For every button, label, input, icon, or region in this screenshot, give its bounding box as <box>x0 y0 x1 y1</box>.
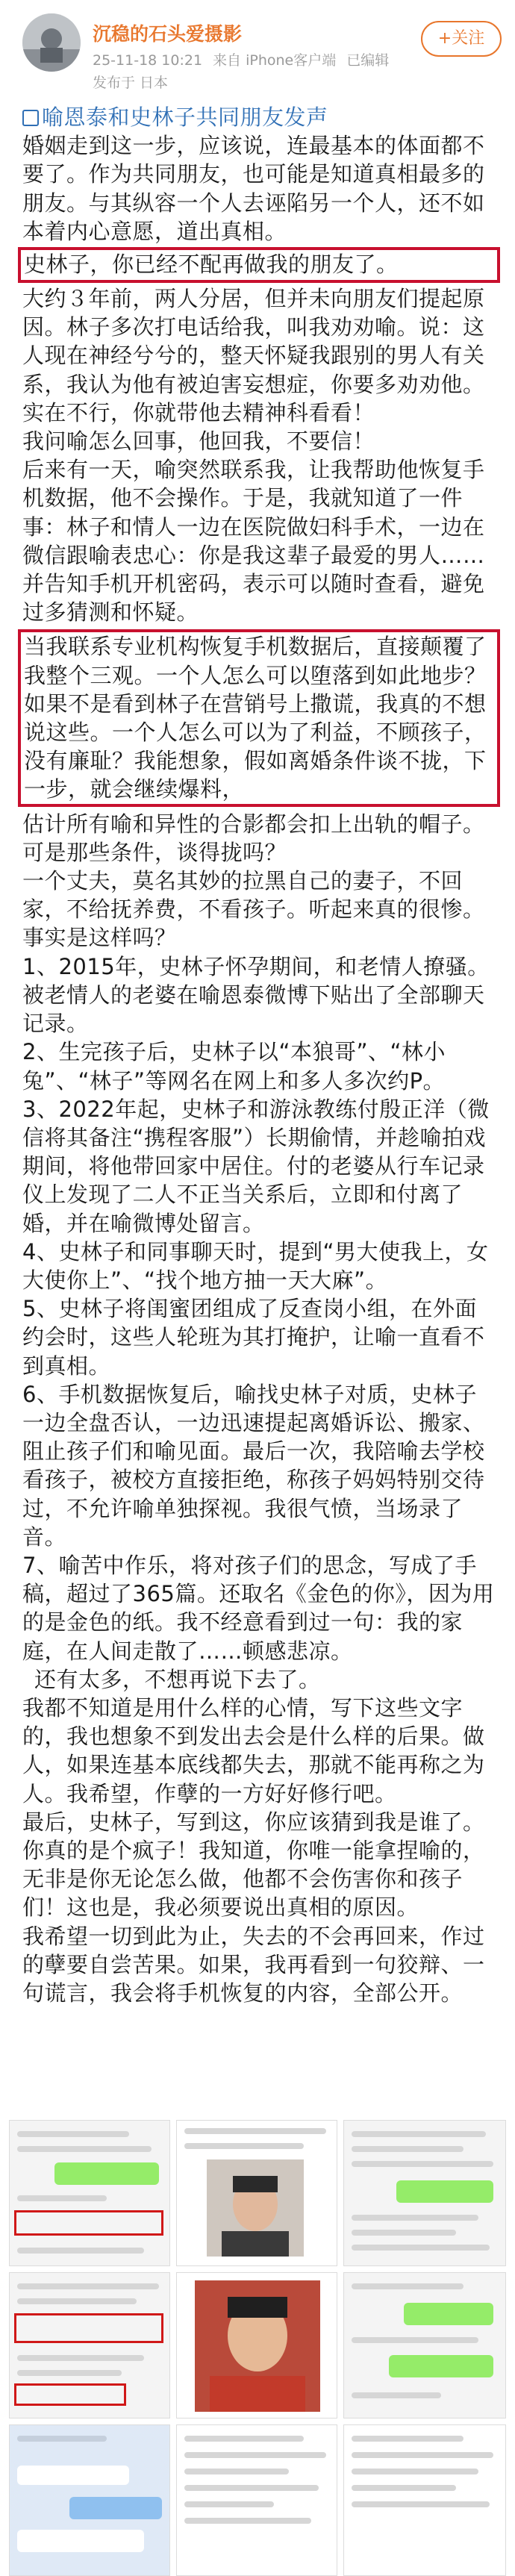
paragraph: 最后，史林子，写到这，你应该猜到我是谁了。你真的是个疯子！我知道，你唯一能拿捏喻的，无非是你无论怎么做，他都不会伤害你和孩子们！这也是，我必须要说出真相的原因。 <box>22 1809 485 1921</box>
chat-screenshot[interactable] <box>176 2120 337 2266</box>
paragraph: 4、史林子和同事聊天时，提到“男大使我上，女大使你上”、“找个地方抽一天大麻”。 <box>22 1238 489 1293</box>
portrait-photo <box>195 2280 320 2412</box>
post-meta <box>93 49 399 69</box>
selfie-photo <box>207 2159 304 2257</box>
avatar[interactable] <box>22 13 81 72</box>
paragraph: 6、手机数据恢复后，喻找史林子对质，史林子一边全盘否认，一边迅速提起离婚诉讼、搬家、阻止孩子们和喻见面。最后一次，我陪喻去学校看孩子，被校方直接拒绝，称孩子妈妈特别交待过，不允许喻单独探视。我很气愤，当场录了音。 <box>22 1381 485 1550</box>
chat-screenshot[interactable] <box>343 2272 506 2418</box>
paragraph: 婚姻走到这一步，应该说，连最基本的体面都不要了。作为共同朋友，也可能是知道真相最多的朋友。与其纵容一个人去诬陷另一个人，还不如本着内心意愿，道出真相。 <box>22 133 485 244</box>
edited-label: 已编辑 <box>346 52 390 69</box>
paragraph: 一个丈夫，莫名其妙的拉黑自己的妻子，不回家，不给抚养费，不看孩子。听起来真的很惨。事实是这样吗？ <box>22 868 485 951</box>
image-grid <box>9 2120 506 2576</box>
paragraph: 后来有一天，喻突然联系我，让我帮助他恢复手机数据，他不会操作。于是，我就知道了一件事：林子和情人一边在医院做妇科手术，一边在微信跟喻表忠心：你是我这辈子最爱的男人……并告知手机开机密码，表示可以随时查看，避免过多猜测和怀疑。 <box>22 457 485 626</box>
follow-button[interactable]: +关注 <box>421 21 502 57</box>
highlighted-paragraph: 当我联系专业机构恢复手机数据后，直接颠覆了我整个三观。一个人怎么可以堕落到如此地步？如果不是看到林子在营销号上撒谎，我真的不想说这些。一个人怎么可以为了利益，不顾孩子，没有廉耻？我能想象，假如离婚条件谈不拢，下一步，就会继续爆料， <box>18 629 500 806</box>
paragraph: 3、2022年起，史林子和游泳教练付殷正洋（微信将其备注“携程客服”）长期偷情，并趁喻拍戏期间，将他带回家中居住。付的老婆从行车记录仪上发现了二人不正当关系后，立即和付离了婚，并在喻微博处留言。 <box>22 1096 490 1236</box>
post-header <box>0 0 515 97</box>
post-location: 发布于 日本 <box>93 75 169 91</box>
post-time: 25-11-18 10:21 <box>93 52 203 69</box>
paragraph: 我都不知道是用什么样的心情，写下这些文字的，我也想象不到发出去会是什么样的后果。做人，如果连基本底线都失去，那就不能再称之为人。我希望，作孽的一方好好修行吧。 <box>22 1694 485 1806</box>
highlighted-paragraph: 史林子，你已经不配再做我的朋友了。 <box>18 247 500 283</box>
chat-screenshot[interactable] <box>9 2120 170 2266</box>
chat-screenshot[interactable] <box>9 2424 170 2576</box>
paragraph: 还有太多，不想再说下去了。 <box>34 1666 321 1692</box>
paragraph: 5、史林子将闺蜜团组成了反查岗小组，在外面约会时，这些人轮班为其打掩护，让喻一直看不到真相。 <box>22 1296 485 1379</box>
chat-screenshot[interactable] <box>9 2272 170 2418</box>
paragraph: 1、2015年，史林子怀孕期间，和老情人撩骚。被老情人的老婆在喻恩泰微博下贴出了全部聊天记录。 <box>22 953 490 1037</box>
chat-screenshot[interactable] <box>343 2424 506 2576</box>
paragraph: 2、生完孩子后，史林子以“本狼哥”、“林小兔”、“林子”等网名在网上和多人多次约P。 <box>22 1039 446 1094</box>
paragraph: 我问喻怎么回事，他回我，不要信！ <box>22 428 375 455</box>
chat-screenshot[interactable] <box>343 2120 506 2266</box>
post-body <box>0 103 515 2007</box>
topic-text: 喻恩泰和史林子共同朋友发声 <box>42 105 328 130</box>
photo-screenshot[interactable] <box>176 2272 337 2418</box>
paragraph: 7、喻苦中作乐，将对孩子们的思念，写成了手稿，超过了365篇。还取名《金色的你》，因为用的是金色的纸。我不经意看到过一句：我的家庭，在人间走散了……顿感悲凉。 <box>22 1552 495 1664</box>
paragraph: 估计所有喻和异性的合影都会扣上出轨的帽子。可是那些条件，谈得拢吗？ <box>22 811 485 865</box>
paragraph: 大约３年前，两人分居，但并未向朋友们提起原因。林子多次打电话给我，叫我劝劝喻。说：这人现在神经兮兮的，整天怀疑我跟别的男人有关系，我认为他有被迫害妄想症，你要多劝劝他。实在不行，你就带他去精神科看看！ <box>22 286 485 425</box>
username[interactable]: 沉稳的石头爱摄影 <box>93 23 243 45</box>
topic-link[interactable] <box>22 103 496 131</box>
post-source: 来自 iPhone客户端 <box>213 52 337 69</box>
chat-screenshot[interactable] <box>176 2424 337 2576</box>
paragraph: 我希望一切到此为止，失去的不会再回来，作过的孽要自尝苦果。如果，我再看到一句狡辩、一句谎言，我会将手机恢复的内容，全部公开。 <box>22 1923 485 2006</box>
topic-icon <box>22 110 39 126</box>
